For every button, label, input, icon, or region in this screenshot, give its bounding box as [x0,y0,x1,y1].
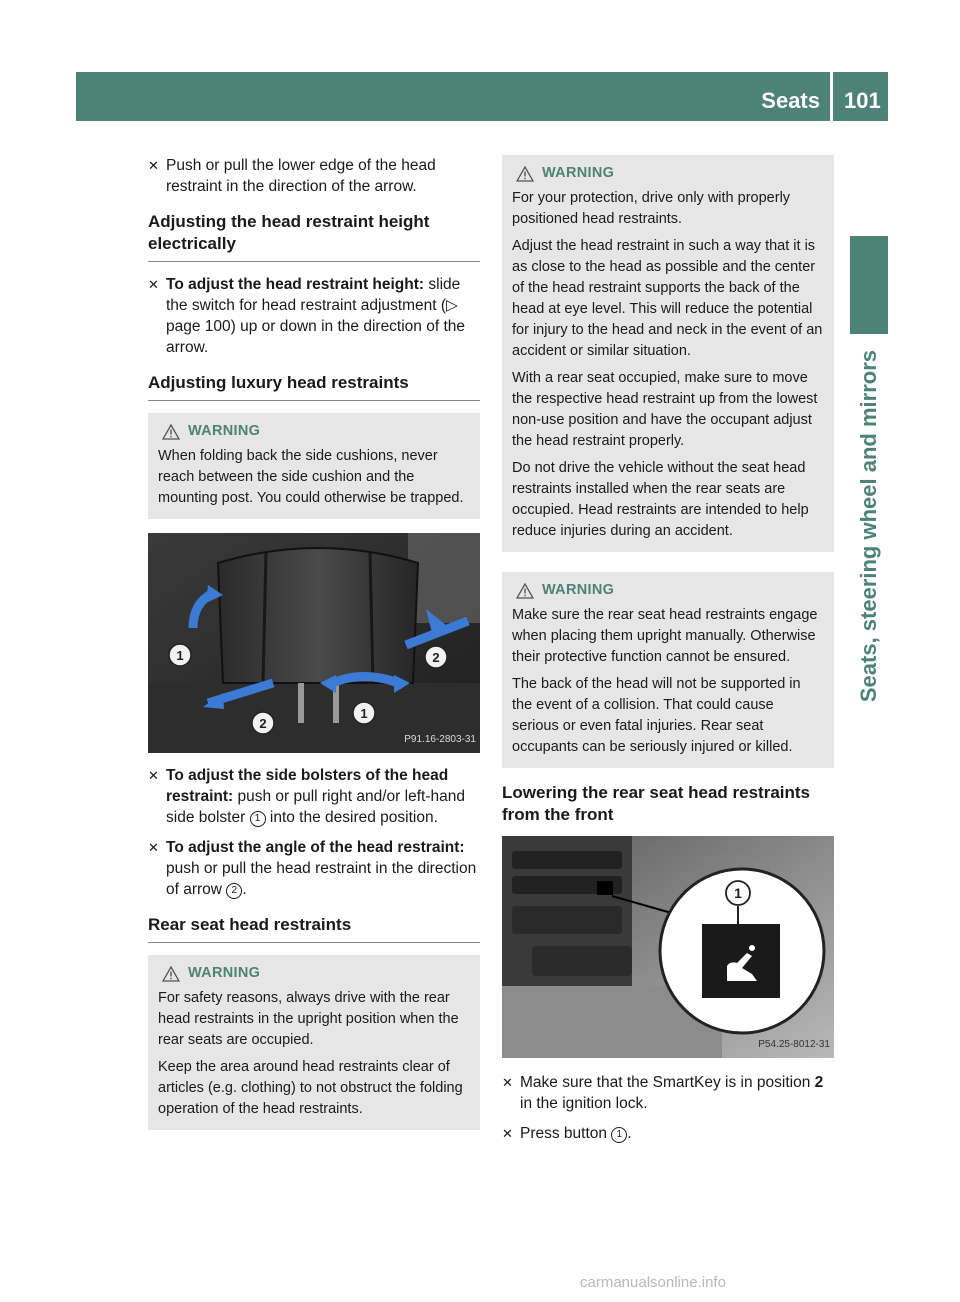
callout-ref: 1 [250,811,266,827]
section-heading-lowering: Lowering the rear seat head restraints from the front [502,783,810,824]
page-title: Seats [761,88,820,113]
figure-code: P54.25-8012-31 [758,1039,830,1050]
figure-code: P91.16-2803-31 [404,734,476,745]
warning-triangle-icon [516,166,534,182]
step-marker-icon: ✕ [502,1126,513,1141]
side-tab [850,350,888,870]
warning-text: Do not drive the vehicle without the seat head restraints installed when the rear seats are occupied. Head restraints are intended to help reduce injuries during an accident. [512,460,809,539]
callout-ref: 1 [611,1127,627,1143]
left-column [148,155,480,1144]
side-tab-marker [850,236,888,334]
callout-1a: 1 [176,648,184,663]
callout-1b: 1 [360,706,368,721]
step-angle: ✕ To adjust the angle of the head restraint: push or pull the head restraint in the direction of arrow 2 . [148,839,477,898]
callout-2b: 2 [259,716,267,731]
warning-text: Make sure the rear seat head restraints engage when placing them upright manually. Otherwise their protective function cannot be ensured. [512,607,818,665]
warning-label: WARNING [188,965,261,981]
warning-box-side-cushions [148,413,480,519]
watermark: carmanualsonline.info [580,1274,726,1291]
side-tab-label: Seats, steering wheel and mirrors [856,350,881,703]
step-marker-icon: ✕ [148,840,159,855]
step-marker-icon: ✕ [148,768,159,783]
callout-ref: 2 [226,883,242,899]
header-separator [830,72,833,121]
right-column [502,155,834,1153]
step-marker-icon: ✕ [148,277,159,292]
warning-text: For safety reasons, always drive with the rear head restraints in the upright position when the rear seats are occupied. [158,990,459,1048]
step-bolster: ✕ To adjust the side bolsters of the head restraint: push or pull right and/or left-hand side bolster 1 into the desired position. [148,767,465,826]
callout-1: 1 [734,885,742,901]
step-marker-icon: ✕ [502,1075,513,1090]
warning-box-positioning [502,155,834,552]
center-console-figure [502,836,834,1058]
step-press-button: ✕ Press button 1 . [502,1125,632,1142]
warning-text: When folding back the side cushions, never reach between the side cushion and the mounting post. You could otherwise be trapped. [158,448,464,506]
warning-text: Adjust the head restraint in such a way that it is as close to the head as possible and the center of the head restraint supports the back of the head at eye level. This will reduce the potential for injury to the head and neck in the event of an accident or similar situation. [512,238,823,359]
warning-text: With a rear seat occupied, make sure to move the respective head restraint up from the lowest non-use position and have the occupant adjust the head restraint properly. [512,370,818,449]
step-smartkey: ✕ Make sure that the SmartKey is in position 2 in the ignition lock. [502,1074,824,1112]
head-restraint-illustration [148,533,480,753]
section-heading-height: Adjusting the head restraint height electrically [148,211,480,262]
callout-2a: 2 [432,650,440,665]
step-marker-icon: ✕ [148,158,159,173]
step-intro: ✕ Push or pull the lower edge of the head restraint in the direction of the arrow. [148,157,436,195]
warning-label: WARNING [542,165,615,181]
warning-text: The back of the head will not be supported in the event of a collision. That could cause serious or even fatal injuries. Rear seat occupants can be seriously injured or killed. [512,676,801,755]
warning-triangle-icon [516,583,534,599]
warning-box-engage [502,572,834,768]
warning-text: Keep the area around head restraints clear of articles (e.g. clothing) to not obstruct the folding operation of the head restraints. [158,1059,463,1117]
head-restraint-figure [148,533,480,753]
warning-triangle-icon [162,424,180,440]
warning-label: WARNING [188,423,261,439]
section-heading-rear: Rear seat head restraints [148,914,480,943]
section-heading-luxury: Adjusting luxury head restraints [148,372,480,401]
warning-box-rear-upright [148,955,480,1130]
center-console-illustration [502,836,834,1058]
warning-triangle-icon [162,966,180,982]
step-height: ✕ To adjust the head restraint height: slide the switch for head restraint adjustment (▷ page 100) up or down in the direction of the arrow. [148,276,466,356]
warning-label: WARNING [542,582,615,598]
page-number: 101 [844,88,881,113]
warning-text: For your protection, drive only with properly positioned head restraints. [512,190,791,227]
